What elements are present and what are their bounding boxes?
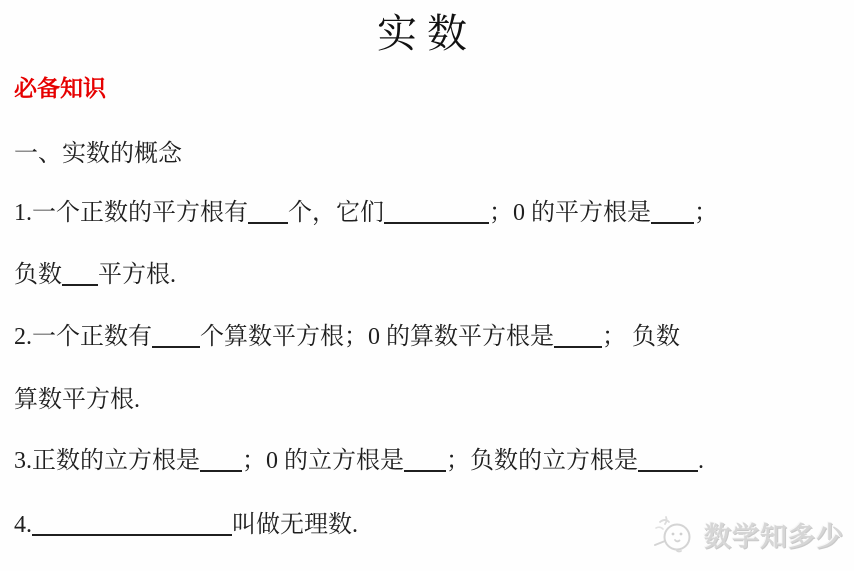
item-3-text-1: 3.正数的立方根是 bbox=[14, 448, 200, 474]
page-title: 实数 bbox=[377, 11, 477, 56]
item-3-text-4: . bbox=[698, 448, 704, 474]
item-1-line-1 bbox=[14, 192, 846, 227]
item-1-text-1: 1.一个正数的平方根有 bbox=[14, 200, 248, 226]
item-1-cont-text-1: 负数 bbox=[14, 262, 62, 288]
item-2-line-1 bbox=[14, 316, 846, 351]
watermark-text: 数学知多少 bbox=[704, 521, 844, 552]
item-3-text-3: ；负数的立方根是 bbox=[446, 448, 638, 474]
item-1-cont-text-2: 平方根. bbox=[98, 262, 176, 288]
blank-underline bbox=[651, 204, 694, 224]
item-3-line bbox=[14, 440, 846, 475]
item-2-cont-text-1: 算数平方根. bbox=[14, 387, 140, 413]
blank-underline bbox=[384, 204, 489, 224]
blank-underline bbox=[638, 452, 698, 472]
item-3-text-2: ；0 的立方根是 bbox=[242, 448, 404, 474]
blank-underline bbox=[554, 328, 602, 348]
item-4-text-1: 4. bbox=[14, 512, 32, 538]
blank-underline bbox=[32, 516, 232, 536]
item-2-text-3: ； 负数 bbox=[602, 324, 680, 350]
blank-underline bbox=[200, 452, 242, 472]
section-heading-concept: 一、实数的概念 bbox=[14, 141, 182, 167]
item-1-line-2 bbox=[14, 254, 846, 289]
item-2-line-2 bbox=[14, 379, 846, 414]
item-1-text-2: 个，它们 bbox=[288, 200, 384, 226]
blank-underline bbox=[248, 204, 288, 224]
item-2-text-2: 个算数平方根；0 的算数平方根是 bbox=[200, 324, 554, 350]
item-4-text-2: 叫做无理数. bbox=[232, 512, 358, 538]
blank-underline bbox=[62, 266, 98, 286]
item-1-text-4: ； bbox=[694, 200, 718, 226]
item-2-text-1: 2.一个正数有 bbox=[14, 324, 152, 350]
blank-underline bbox=[404, 452, 446, 472]
item-1-text-3: ；0 的平方根是 bbox=[489, 200, 651, 226]
mascot-chick-face-icon bbox=[650, 510, 700, 558]
blank-underline bbox=[152, 328, 200, 348]
watermark bbox=[650, 510, 844, 558]
required-knowledge-heading: 必备知识 bbox=[14, 75, 106, 101]
